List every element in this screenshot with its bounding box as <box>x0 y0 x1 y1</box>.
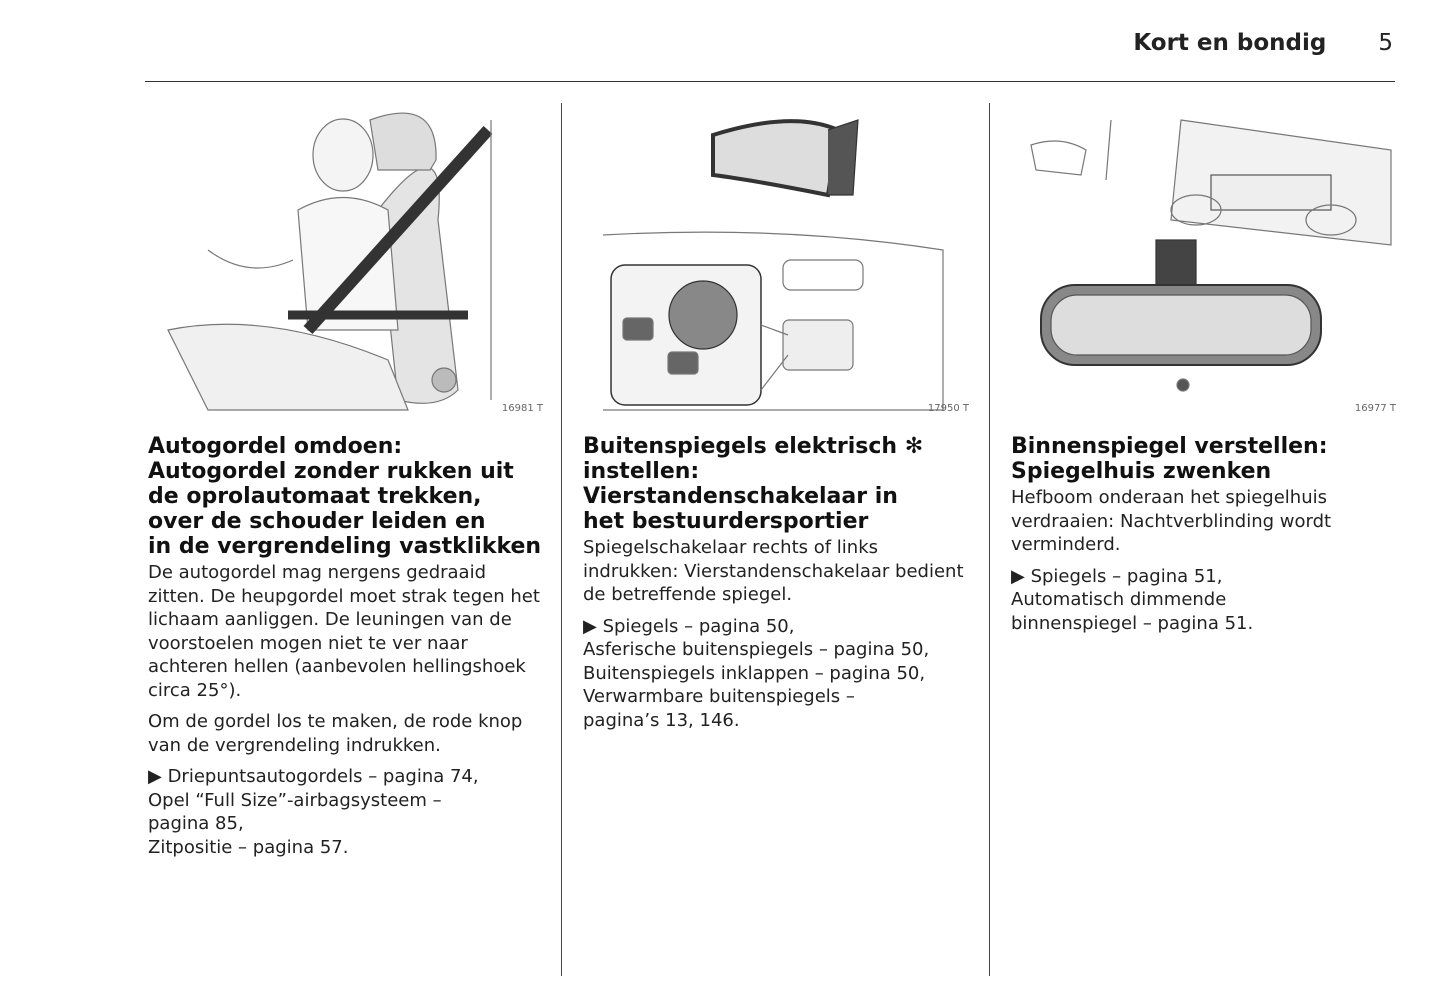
figure-code: 16977 T <box>1354 403 1396 414</box>
heading-line: over de schouder leiden en <box>148 509 486 534</box>
figure-code: 16981 T <box>501 403 543 414</box>
cross-reference-line: Asferische buitenspiegels – pagina 50, <box>583 639 930 660</box>
running-header <box>1133 30 1393 56</box>
cross-reference-line: binnenspiegel – pagina 51. <box>1011 612 1254 634</box>
page-number: 5 <box>1378 30 1393 56</box>
column-interior-mirror <box>1011 100 1396 635</box>
cross-reference-line: pagina’s 13, 146. <box>583 709 740 731</box>
section-heading <box>583 434 969 534</box>
heading-line: het bestuurdersportier <box>583 509 869 534</box>
header-title: Kort en bondig <box>1133 30 1327 56</box>
cross-reference-line: Automatisch dimmende <box>1011 589 1227 610</box>
cross-reference-line: ▶ Spiegels – pagina 50, <box>583 615 795 637</box>
cross-reference-line: pagina 85, <box>148 813 244 834</box>
column-seatbelt <box>148 100 543 859</box>
section-heading <box>1011 434 1396 484</box>
heading-line: Vierstandenschakelaar in <box>583 484 898 509</box>
cross-reference-line: Verwarmbare buitenspiegels – <box>583 686 855 707</box>
heading-line: Autogordel zonder rukken uit <box>148 459 514 484</box>
heading-line: Binnenspiegel verstellen: <box>1011 434 1328 459</box>
column-divider <box>989 103 990 976</box>
heading-line: Buitenspiegels elektrisch ✻ <box>583 434 924 459</box>
interior-mirror-illustration <box>1011 100 1396 418</box>
header-rule <box>145 81 1395 82</box>
seatbelt-illustration <box>148 100 543 418</box>
body-paragraph: Om de gordel los te maken, de rode knop van de vergrendeling indrukken. <box>148 711 523 756</box>
exterior-mirror-switch-illustration <box>583 100 969 418</box>
body-paragraph: Spiegelschakelaar rechts of links indrukken: Vierstandenschakelaar bedient de betreffende spiegel. <box>583 537 964 605</box>
heading-line: instellen: <box>583 459 700 484</box>
cross-reference-line: Buitenspiegels inklappen – pagina 50, <box>583 662 926 684</box>
cross-reference-line: ▶ Driepuntsautogordels – pagina 74, <box>148 766 479 787</box>
section-heading <box>148 434 543 559</box>
column-exterior-mirrors <box>583 100 969 732</box>
column-divider <box>561 103 562 976</box>
heading-line: Autogordel omdoen: <box>148 434 403 459</box>
figure-code: 17950 T <box>927 403 969 414</box>
body-paragraph: De autogordel mag nergens gedraaid zitten. De heupgordel moet strak tegen het lichaam aanliggen. De leuningen van de voorstoelen mogen niet te ver naar achteren hellen (aanbevolen hellingshoek circa 25°). <box>148 562 540 701</box>
cross-reference-line: Zitpositie – pagina 57. <box>148 836 349 858</box>
heading-line: in de vergrendeling vastklikken <box>148 534 542 559</box>
heading-line: de oprolautomaat trekken, <box>148 484 482 509</box>
cross-reference-line: Opel “Full Size”-airbagsysteem – <box>148 789 442 811</box>
cross-reference-line: ▶ Spiegels – pagina 51, <box>1011 565 1223 587</box>
heading-line: Spiegelhuis zwenken <box>1011 459 1272 484</box>
body-paragraph: Hefboom onderaan het spiegelhuis verdraaien: Nachtverblinding wordt verminderd. <box>1011 487 1332 555</box>
